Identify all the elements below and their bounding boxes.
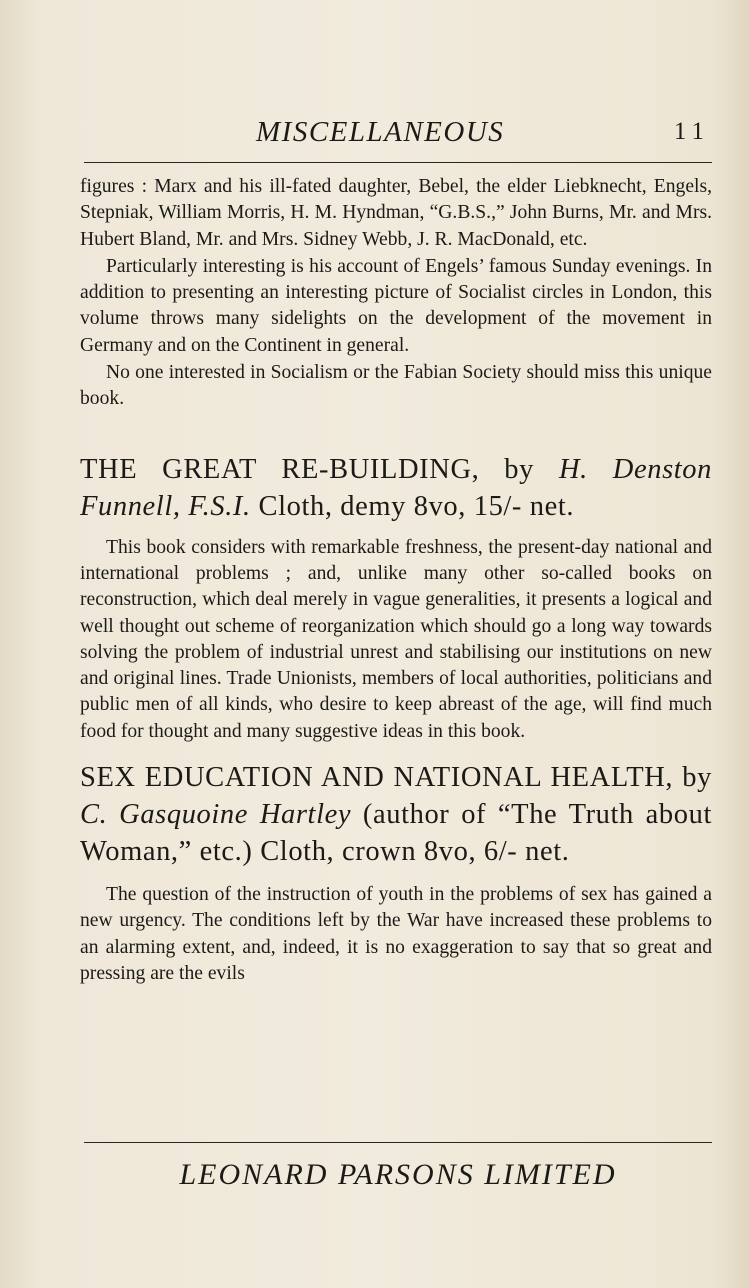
header-rule: [84, 162, 712, 163]
book-description: This book considers with remarkable freshness, the present-day national and international problems ; and, unlike many other so-called books on reconstruction, which deal merely in vague generalities, it presents a logical and well thought out scheme of reorganization which should go a long way towards solving the problem of industrial unrest and stabilising our institutions on new and original lines. Trade Unionists, members of local authorities, politicians and public men of all kinds, who desire to keep abreast of the age, will find much food for thought and many suggestive ideas in this book.: [80, 536, 712, 742]
book-author: H. Denston Funnell, F.S.I.: [80, 453, 712, 522]
paragraph-engels: Particularly interesting is his account of Engels’ famous Sunday evenings. In addition to presenting an interesting picture of Socialist circles in London, this volume throws many sidelights on the development of the movement in Germany and on the Continent in general.: [80, 255, 712, 356]
footer-rule: [84, 1142, 712, 1143]
paragraph-fabian: No one interested in Socialism or the Fabian Society should miss this unique book.: [80, 362, 712, 410]
book-entry-great-rebuilding: [80, 451, 712, 525]
book-details: Cloth, demy 8vo, 15/- net.: [250, 490, 575, 522]
page-body: [80, 174, 712, 987]
running-head: MISCELLANEOUS: [256, 116, 505, 148]
book-entry-sex-education: [80, 759, 712, 870]
page-header: [84, 116, 710, 156]
publisher-footer: LEONARD PARSONS LIMITED: [179, 1158, 617, 1191]
book-author: C. Gasquoine Hartley: [80, 799, 352, 831]
book-description: The question of the instruction of youth in the problems of sex has gained a new urgency. The conditions left by the War have increased these problems to an alarming extent, and, indeed, it is no exaggeration to say that so great and pressing are the evils: [80, 884, 712, 984]
page-number: 11: [673, 118, 710, 145]
book-details: (author of “The Truth about Woman,” etc.) Cloth, crown 8vo, 6/- net.: [80, 799, 713, 868]
paragraph-continued: figures : Marx and his ill-fated daughter, Bebel, the elder Liebknecht, Engels, Stepniak, William Morris, H. M. Hyndman, “G.B.S.,” John Burns, Mr. and Mrs. Hubert Bland, Mr. and Mrs. Sidney Webb, J. R. MacDonald, etc.: [80, 176, 712, 250]
book-title: THE GREAT RE-BUILDING, by: [80, 453, 559, 485]
book-title: SEX EDUCATION AND NATIONAL HEALTH, by: [80, 762, 712, 794]
